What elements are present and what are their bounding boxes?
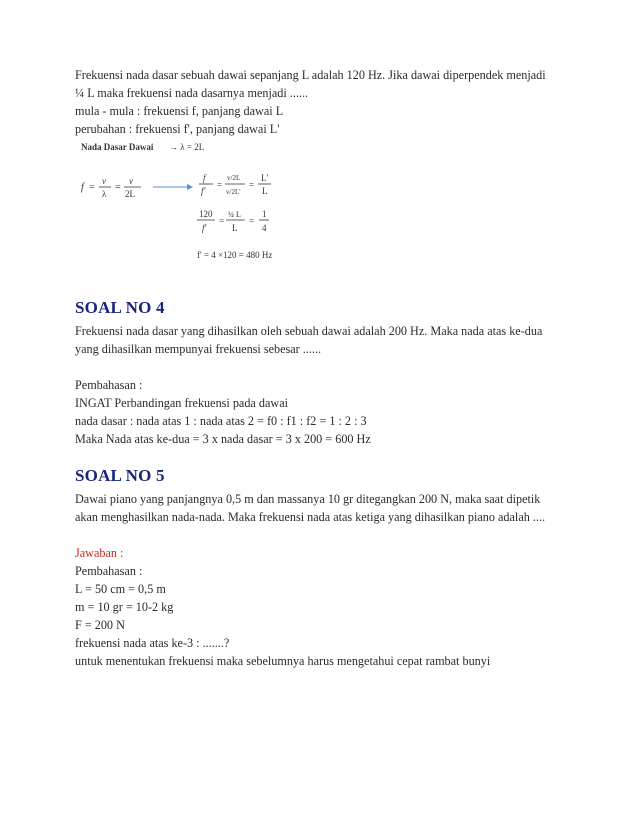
svg-text:v/2L': v/2L' <box>226 188 241 196</box>
soal-4-pembahasan-line-2: nada dasar : nada atas 1 : nada atas 2 = f0 : f1 : f2 = 1 : 2 : 3 <box>75 414 367 428</box>
svg-text:L': L' <box>261 173 269 183</box>
svg-text:v: v <box>129 176 133 186</box>
soal-5-question-line-2: akan menghasilkan nada-nada. Maka frekuensi nada atas ketiga yang dihasilkan piano adalah .... <box>75 510 546 524</box>
document-page <box>75 66 575 670</box>
formula-figure <box>75 140 575 280</box>
svg-text:1: 1 <box>262 209 267 219</box>
soal-5-mass-line: m = 10 gr = 10-2 kg <box>75 600 174 614</box>
svg-text:=: = <box>115 182 121 193</box>
svg-text:λ: λ <box>102 189 107 199</box>
soal-5-question-line-1: Dawai piano yang panjangnya 0,5 m dan massanya 10 gr ditegangkan 200 N, maka saat dipetik <box>75 492 541 506</box>
intro-line-4: perubahan : frekuensi f', panjang dawai L' <box>75 122 280 136</box>
soal-5-jawaban-label: Jawaban : <box>75 546 124 560</box>
svg-text:v/2L: v/2L <box>227 174 241 182</box>
soal-5-heading: SOAL NO 5 <box>75 466 165 485</box>
right-arrow <box>153 184 193 190</box>
svg-text:f: f <box>81 182 84 193</box>
figure-heading-arrow: → λ = 2L <box>169 142 205 152</box>
soal-4-pembahasan-label: Pembahasan : <box>75 378 143 392</box>
svg-text:=: = <box>219 216 225 226</box>
figure-heading: Nada Dasar Dawai <box>81 142 154 152</box>
svg-text:120: 120 <box>199 209 213 219</box>
soal-5-explanation-line: untuk menentukan frekuensi maka sebelumnya harus mengetahui cepat rambat bunyi <box>75 654 491 668</box>
svg-text:=: = <box>89 182 95 193</box>
svg-text:2L: 2L <box>125 189 135 199</box>
formula-figure-svg <box>75 140 335 280</box>
svg-text:L: L <box>262 186 268 196</box>
soal-5-length-line: L = 50 cm = 0,5 m <box>75 582 166 596</box>
spacer <box>75 526 575 544</box>
soal-4-pembahasan-line-1: INGAT Perbandingan frekuensi pada dawai <box>75 396 288 410</box>
equation-ratio <box>199 173 271 196</box>
svg-text:L: L <box>232 223 238 233</box>
spacer <box>75 448 575 466</box>
svg-text:4: 4 <box>262 223 267 233</box>
soal-4-question-line-1: Frekuensi nada dasar yang dihasilkan oleh sebuah dawai adalah 200 Hz. Maka nada atas ke-dua <box>75 324 543 338</box>
svg-text:¼ L: ¼ L <box>228 210 241 219</box>
svg-text:f: f <box>203 173 206 183</box>
equation-substitution <box>197 209 269 233</box>
intro-line-1: Frekuensi nada dasar sebuah dawai sepanjang L adalah 120 Hz. Jika dawai diperpendek menjadi <box>75 68 546 82</box>
svg-text:f': f' <box>202 223 207 233</box>
intro-line-2: ¼ L maka frekuensi nada dasarnya menjadi ...... <box>75 86 309 100</box>
soal-4-heading: SOAL NO 4 <box>75 298 165 317</box>
soal-5-force-line: F = 200 N <box>75 618 125 632</box>
svg-text:=: = <box>217 180 223 190</box>
svg-text:=: = <box>249 180 255 190</box>
equation-left <box>81 176 141 199</box>
intro-line-3: mula - mula : frekuensi f, panjang dawai L <box>75 104 284 118</box>
svg-text:=: = <box>249 216 255 226</box>
equation-result: f' = 4 ×120 = 480 Hz <box>197 250 273 260</box>
soal-5-question-frequency-line: frekuensi nada atas ke-3 : .......? <box>75 636 230 650</box>
soal-4-question-line-2: yang dihasilkan mempunyai frekuensi sebesar ...... <box>75 342 322 356</box>
soal-5-pembahasan-label: Pembahasan : <box>75 564 143 578</box>
svg-text:f': f' <box>201 186 206 196</box>
svg-text:v: v <box>102 176 106 186</box>
spacer <box>75 280 575 298</box>
spacer <box>75 358 575 376</box>
soal-4-pembahasan-line-3: Maka Nada atas ke-dua = 3 x nada dasar = 3 x 200 = 600 Hz <box>75 432 371 446</box>
